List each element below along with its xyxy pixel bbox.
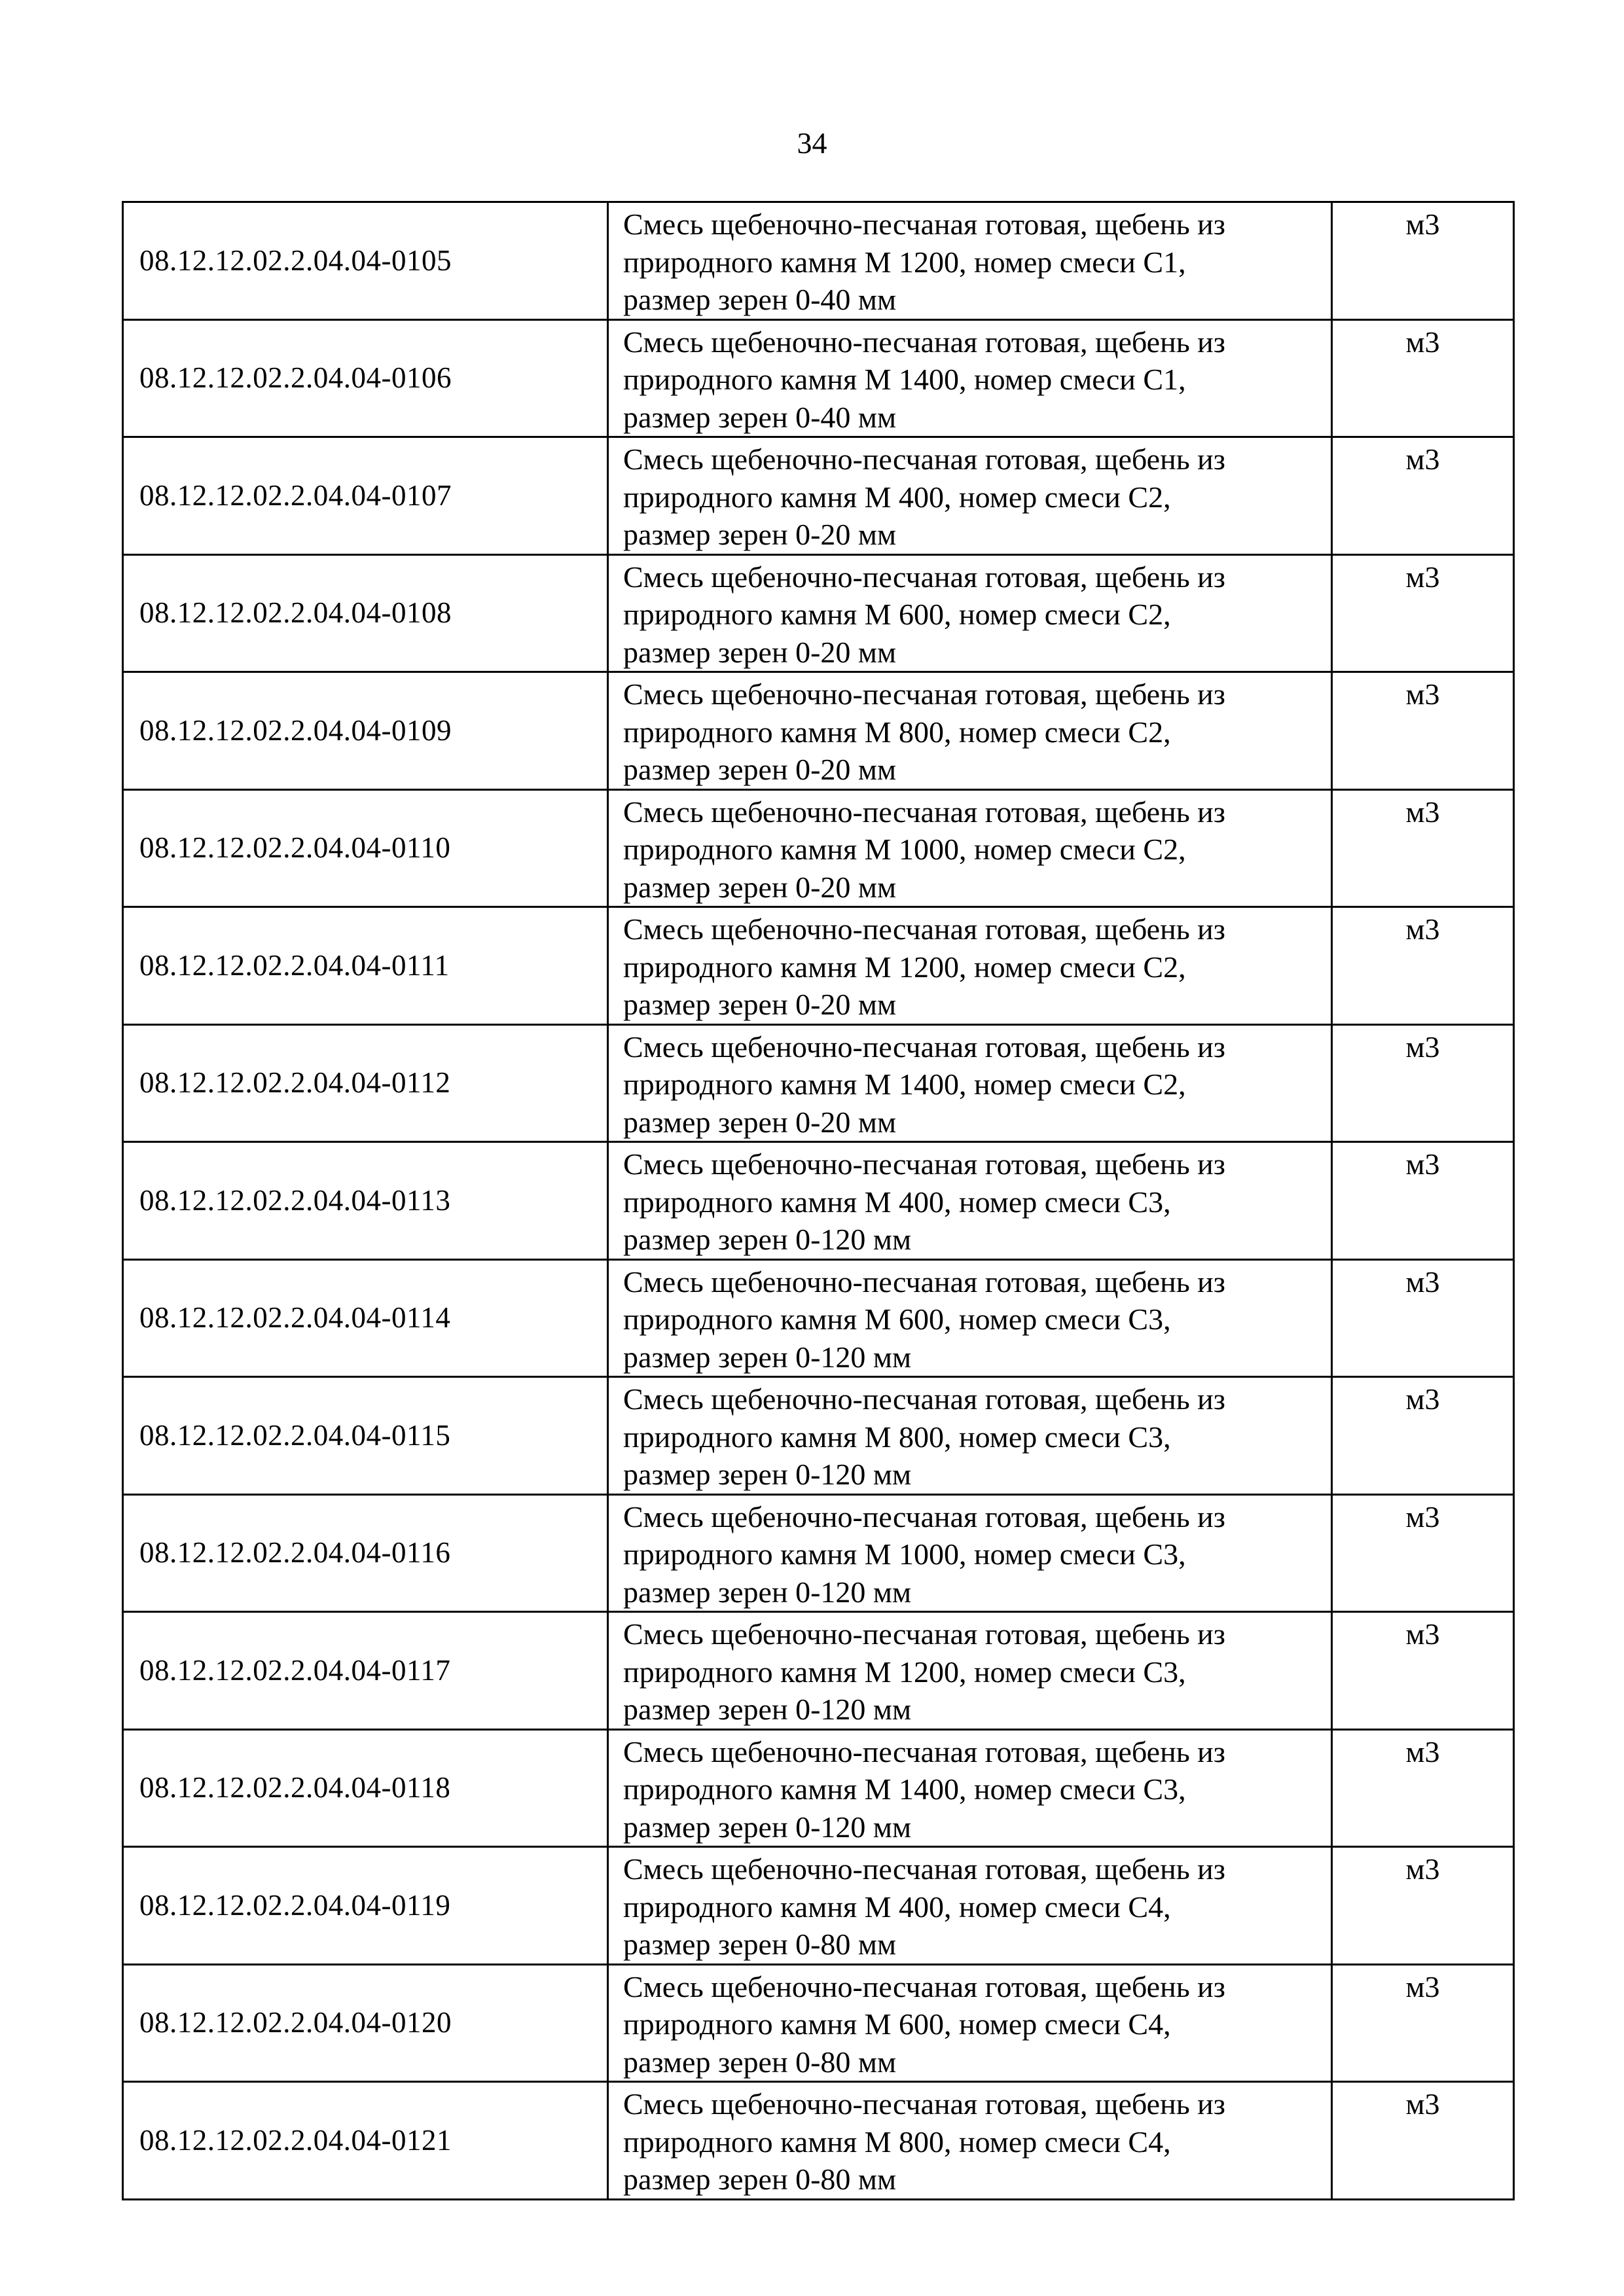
resource-description-cell — [608, 1377, 1332, 1495]
resource-code-cell: 08.12.12.02.2.04.04-0112 — [123, 1024, 608, 1142]
table-row — [123, 1494, 1514, 1612]
description-line: природного камня М 400, номер смеси С2, — [623, 480, 1171, 514]
resource-description-cell — [608, 1024, 1332, 1142]
unit-cell: м3 — [1332, 2082, 1514, 2200]
resource-code-cell: 08.12.12.02.2.04.04-0114 — [123, 1259, 608, 1377]
description-line: природного камня М 800, номер смеси С2, — [623, 715, 1171, 749]
unit-cell: м3 — [1332, 1729, 1514, 1847]
description-line: Смесь щебеночно-песчаная готовая, щебень из — [623, 1030, 1225, 1064]
resource-code-cell: 08.12.12.02.2.04.04-0109 — [123, 672, 608, 790]
resource-description-cell — [608, 2082, 1332, 2200]
description-line: природного камня М 800, номер смеси С4, — [623, 2125, 1171, 2159]
resource-code-cell: 08.12.12.02.2.04.04-0106 — [123, 319, 608, 437]
unit-cell: м3 — [1332, 554, 1514, 672]
description-line: Смесь щебеночно-песчаная готовая, щебень из — [623, 1499, 1225, 1534]
table-row — [123, 554, 1514, 672]
description-line: Смесь щебеночно-песчаная готовая, щебень из — [623, 560, 1225, 594]
unit-cell: м3 — [1332, 437, 1514, 555]
resource-description-cell — [608, 554, 1332, 672]
unit-cell: м3 — [1332, 319, 1514, 437]
description-line: природного камня М 1400, номер смеси С1, — [623, 363, 1186, 396]
resource-description-cell — [608, 789, 1332, 907]
table-row — [123, 1259, 1514, 1377]
resource-code-cell: 08.12.12.02.2.04.04-0113 — [123, 1142, 608, 1260]
table-row — [123, 1612, 1514, 1730]
table-row — [123, 1964, 1514, 2082]
resource-description-cell — [608, 907, 1332, 1025]
resource-description-cell — [608, 1142, 1332, 1260]
description-line: природного камня М 1000, номер смеси С2, — [623, 833, 1186, 866]
description-line: Смесь щебеночно-песчаная готовая, щебень из — [623, 1147, 1225, 1181]
description-line: Смесь щебеночно-песчаная готовая, щебень из — [623, 677, 1225, 711]
table-row — [123, 319, 1514, 437]
resource-table-body — [123, 202, 1514, 2200]
resource-description-cell — [608, 319, 1332, 437]
description-line: природного камня М 1400, номер смеси С3, — [623, 1772, 1186, 1806]
description-line: природного камня М 600, номер смеси С2, — [623, 598, 1171, 631]
resource-code-cell: 08.12.12.02.2.04.04-0117 — [123, 1612, 608, 1730]
resource-code-cell: 08.12.12.02.2.04.04-0115 — [123, 1377, 608, 1495]
table-row — [123, 1024, 1514, 1142]
table-row — [123, 1142, 1514, 1260]
description-line: природного камня М 1200, номер смеси С2, — [623, 950, 1186, 984]
unit-cell: м3 — [1332, 1964, 1514, 2082]
description-line: размер зерен 0-80 мм — [623, 2162, 897, 2196]
resource-description-cell — [608, 1612, 1332, 1730]
description-line: Смесь щебеночно-песчаная готовая, щебень из — [623, 912, 1225, 946]
resource-code-cell: 08.12.12.02.2.04.04-0121 — [123, 2082, 608, 2200]
table-row — [123, 437, 1514, 555]
description-line: Смесь щебеночно-песчаная готовая, щебень из — [623, 1617, 1225, 1651]
page-number: 34 — [797, 126, 827, 160]
description-line: Смесь щебеночно-песчаная готовая, щебень из — [623, 1265, 1225, 1299]
resource-description-cell — [608, 202, 1332, 320]
unit-cell: м3 — [1332, 1494, 1514, 1612]
description-line: Смесь щебеночно-песчаная готовая, щебень из — [623, 207, 1225, 241]
unit-cell: м3 — [1332, 789, 1514, 907]
unit-cell: м3 — [1332, 1142, 1514, 1260]
description-line: размер зерен 0-80 мм — [623, 1928, 897, 1961]
description-line: размер зерен 0-80 мм — [623, 2045, 897, 2079]
description-line: размер зерен 0-20 мм — [623, 870, 897, 904]
resource-code-cell: 08.12.12.02.2.04.04-0118 — [123, 1729, 608, 1847]
description-line: размер зерен 0-120 мм — [623, 1810, 912, 1844]
description-line: размер зерен 0-20 мм — [623, 988, 897, 1021]
table-row — [123, 1377, 1514, 1495]
description-line: размер зерен 0-40 мм — [623, 400, 897, 434]
description-line: Смесь щебеночно-песчаная готовая, щебень из — [623, 1734, 1225, 1768]
description-line: Смесь щебеночно-песчаная готовая, щебень из — [623, 1852, 1225, 1886]
description-line: Смесь щебеночно-песчаная готовая, щебень из — [623, 2087, 1225, 2121]
description-line: природного камня М 400, номер смеси С4, — [623, 1890, 1171, 1924]
resource-code-cell: 08.12.12.02.2.04.04-0107 — [123, 437, 608, 555]
description-line: размер зерен 0-20 мм — [623, 1105, 897, 1139]
description-line: природного камня М 600, номер смеси С4, — [623, 2007, 1171, 2041]
resource-description-cell — [608, 1259, 1332, 1377]
description-line: природного камня М 1000, номер смеси С3, — [623, 1537, 1186, 1571]
resource-code-cell: 08.12.12.02.2.04.04-0108 — [123, 554, 608, 672]
description-line: размер зерен 0-20 мм — [623, 518, 897, 551]
description-line: природного камня М 800, номер смеси С3, — [623, 1420, 1171, 1454]
table-row — [123, 1729, 1514, 1847]
description-line: природного камня М 1200, номер смеси С1, — [623, 245, 1186, 279]
unit-cell: м3 — [1332, 1259, 1514, 1377]
resource-code-cell: 08.12.12.02.2.04.04-0120 — [123, 1964, 608, 2082]
description-line: природного камня М 600, номер смеси С3, — [623, 1302, 1171, 1336]
resource-code-cell: 08.12.12.02.2.04.04-0111 — [123, 907, 608, 1025]
description-line: Смесь щебеночно-песчаная готовая, щебень из — [623, 795, 1225, 829]
resource-description-cell — [608, 1494, 1332, 1612]
resource-table — [122, 201, 1515, 2200]
description-line: природного камня М 400, номер смеси С3, — [623, 1185, 1171, 1219]
unit-cell: м3 — [1332, 1612, 1514, 1730]
description-line: Смесь щебеночно-песчаная готовая, щебень из — [623, 1382, 1225, 1416]
table-row — [123, 907, 1514, 1025]
description-line: Смесь щебеночно-песчаная готовая, щебень из — [623, 442, 1225, 476]
description-line: размер зерен 0-120 мм — [623, 1693, 912, 1726]
unit-cell: м3 — [1332, 907, 1514, 1025]
description-line: размер зерен 0-120 мм — [623, 1458, 912, 1491]
unit-cell: м3 — [1332, 1847, 1514, 1965]
unit-cell: м3 — [1332, 1024, 1514, 1142]
description-line: размер зерен 0-20 мм — [623, 753, 897, 786]
description-line: размер зерен 0-120 мм — [623, 1340, 912, 1374]
resource-description-cell — [608, 1964, 1332, 2082]
table-row — [123, 672, 1514, 790]
unit-cell: м3 — [1332, 672, 1514, 790]
table-row — [123, 202, 1514, 320]
description-line: размер зерен 0-120 мм — [623, 1223, 912, 1256]
resource-code-cell: 08.12.12.02.2.04.04-0105 — [123, 202, 608, 320]
resource-code-cell: 08.12.12.02.2.04.04-0116 — [123, 1494, 608, 1612]
description-line: размер зерен 0-20 мм — [623, 635, 897, 669]
description-line: размер зерен 0-120 мм — [623, 1575, 912, 1609]
description-line: Смесь щебеночно-песчаная готовая, щебень из — [623, 325, 1225, 359]
table-row — [123, 2082, 1514, 2200]
table-row — [123, 1847, 1514, 1965]
description-line: Смесь щебеночно-песчаная готовая, щебень из — [623, 1969, 1225, 2003]
resource-description-cell — [608, 437, 1332, 555]
description-line: природного камня М 1200, номер смеси С3, — [623, 1655, 1186, 1689]
unit-cell: м3 — [1332, 202, 1514, 320]
description-line: размер зерен 0-40 мм — [623, 283, 897, 316]
resource-description-cell — [608, 1847, 1332, 1965]
unit-cell: м3 — [1332, 1377, 1514, 1495]
table-row — [123, 789, 1514, 907]
resource-code-cell: 08.12.12.02.2.04.04-0110 — [123, 789, 608, 907]
resource-description-cell — [608, 1729, 1332, 1847]
resource-code-cell: 08.12.12.02.2.04.04-0119 — [123, 1847, 608, 1965]
resource-description-cell — [608, 672, 1332, 790]
description-line: природного камня М 1400, номер смеси С2, — [623, 1067, 1186, 1101]
